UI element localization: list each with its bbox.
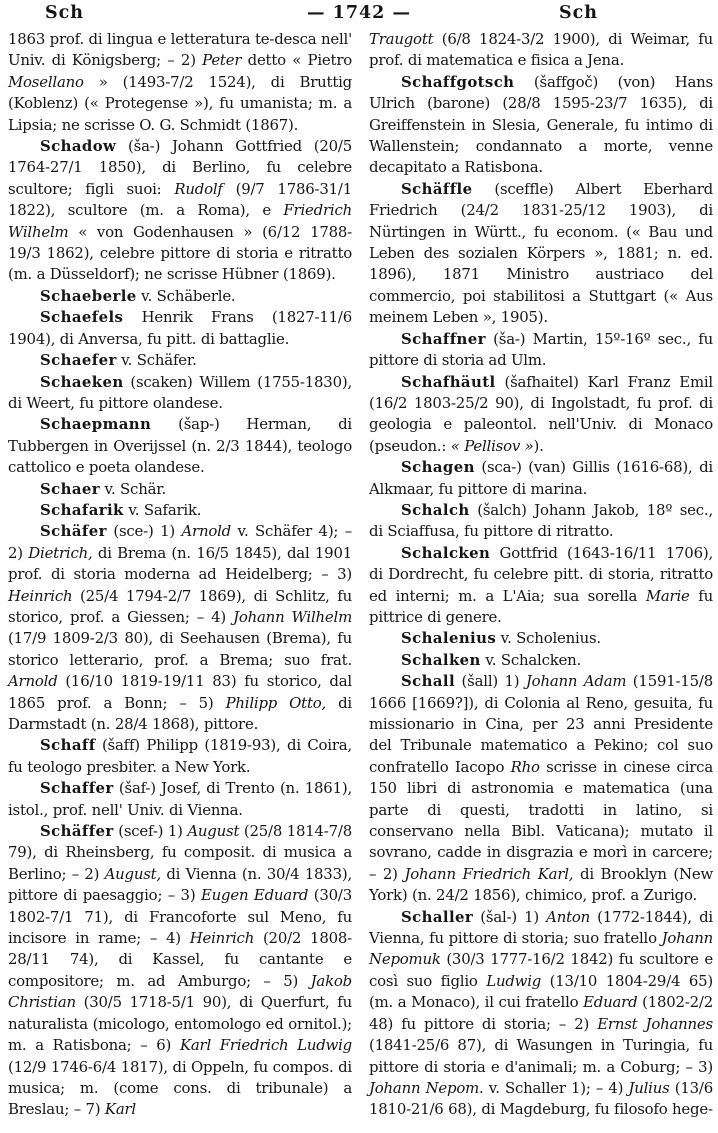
entry-text: (16/10 1819-19/11 83) fu storico, dal 1865 prof. a Bonn; – 5) [8,672,352,712]
entry-text: (30/5 1718-5/1 90), di Querfurt, fu naturalista (micologo, entomologo ed ornitol.); m. a Ratisbona; – 6) [8,993,352,1055]
dictionary-entry [8,350,352,371]
entry-headword: Schäfer [40,522,107,541]
entry-headword: Schaepmann [40,415,152,434]
dictionary-entry [369,907,713,1121]
entry-text: di Darmstadt (n. 28/4 1868), pittore. [8,693,352,733]
entry-text: « von Godenhausen » (6/12 1788-19/3 1862), celebre pittore di storia e ritratto (m. a Düsseldorf); ne scrisse Hübner (1869). [8,222,352,284]
entry-headword: Schaeberle [40,286,137,305]
entry-text: (1802-2/2 48) fu pittore di storia; – 2) [369,993,714,1033]
entry-text: (šal-) 1) [473,907,547,926]
entry-italic-name: August [187,822,240,841]
entry-text: (ša-) Martin, 15º-16º sec., fu pittore di storia ad Ulm. [369,329,713,370]
entry-headword: Schadow [40,137,117,156]
entry-italic-name: Karl [104,1100,136,1119]
dictionary-entry [369,329,713,372]
dictionary-entry [8,372,352,415]
entry-italic-name: Peter [202,51,242,70]
entry-continuation [8,29,352,136]
entry-text: v. Scholenius. [496,629,601,648]
entry-text: (šaf-) Josef, di Trento (n. 1861), istol., prof. nell' Univ. di Vienna. [8,779,352,819]
entry-italic-name: Eduard [583,993,638,1012]
dictionary-entry [369,650,713,671]
entry-italic-name: Arnold [181,522,231,541]
entry-text: (20/2 1808-28/11 74), di Kassel, fu cantante e compositore; m. ad Amburgo; – 5) [8,929,352,990]
entry-italic-name: Julius [628,1078,670,1097]
entry-italic-name: Anton [546,907,591,926]
entry-headword: Schaff [40,736,96,755]
entry-text: (1591-15/8 1666 [1669?]), di Colonia al Reno, gesuita, fu missionario in Cina, per 23 anni Presidente del Tribunale matematico a Pekino; col suo confratello Iacopo [369,672,713,776]
entry-text: di Brema (n. 16/5 1845), dal 1901 prof. di storia moderna ad Heidelberg; – 3) [8,543,352,584]
entry-text: v. Schäberle. [136,286,236,305]
entry-text: (6/8 1824-3/2 1900), di Weimar, fu prof. di matematica e fisica a Jena. [369,30,713,70]
entry-headword: Schalenius [401,629,497,648]
entry-text: detto « Pietro [241,51,352,70]
dictionary-entry [8,500,352,521]
dictionary-entry [8,286,352,307]
entry-headword: Schall [401,672,456,691]
entry-text: (1772-1844), di Vienna, fu pittore di storia; suo fratello [369,907,713,948]
entry-text: Gottfrid (1643-16/11 1706), di Dordrecht, fu celebre pitt. di storia, ritratto ed interni; m. a L'Aia; sua sorella [369,543,713,605]
entry-text: 1863 prof. di lingua e letteratura te-desca nell' Univ. di Königsberg; – 2) [8,30,352,70]
entry-text: v. Safarik. [123,500,202,519]
entry-headword: Schafarik [40,500,124,519]
page-number: — 1742 — [307,3,411,23]
entry-headword: Schaffgotsch [401,72,515,91]
entry-text: (25/4 1794-2/7 1869), di Schlitz, fu storico, prof. a Giessen; – 4) [8,586,352,626]
dictionary-entry [369,372,713,458]
dictionary-entry [8,479,352,500]
entry-italic-name: Dietrich, [28,543,93,562]
entry-italic-name: August, [104,864,161,883]
dictionary-entry [8,821,352,1121]
entry-text: di Vienna (n. 30/4 1833), pittore di paesaggio; – 3) [8,864,352,905]
dictionary-entry [369,628,713,649]
entry-headword: Schaller [401,907,474,926]
entry-headword: Schaefels [40,308,124,327]
entry-text: (30/3 1802-7/1 71), di Francoforte sul Meno, fu incisore in rame; – 4) [8,886,353,948]
entry-text: (13/6 1810-21/6 68), di Magdeburg, fu filosofo hege- [369,1078,713,1119]
entry-text: v. Schär. [100,479,167,498]
entry-headword: Schaefer [40,351,117,370]
entry-italic-name: Johann Nepomuk [369,929,713,969]
entry-continuation [369,29,713,72]
entry-text: (13/10 1804-29/4 65) (m. a Monaco), il cui fratello [369,971,713,1012]
entry-text: (9/7 1786-31/1 1822), scultore (m. a Roma), e [8,179,352,220]
entry-italic-name: Johann Friedrich Karl, [404,864,574,883]
entry-italic-name: Johann Wilhelm [233,607,352,626]
running-header [0,3,718,27]
entry-headword: Schäffer [40,822,114,841]
entry-text: (šafhaitel) Karl Franz Emil (16/2 1803-25/2 90), di Ingolstadt, fu prof. di geologia e paleontol. nell'Univ. di Monaco (pseudon.: [369,372,713,455]
dictionary-entry [8,414,352,478]
entry-text: ). [533,436,544,455]
entry-headword: Schalcken [401,543,491,562]
entry-text: di Brooklyn (New York) (n. 24/2 1856), chimico, prof. a Zurigo. [369,864,713,905]
entry-headword: Schaffer [40,779,114,798]
entry-italic-name: Heinrich [8,586,73,605]
left-column [8,29,352,1121]
entry-italic-name: Marie [645,586,690,605]
entry-headword: Schagen [401,458,475,477]
entry-text: (scaken) Willem (1755-1830), di Weert, fu pittore olandese. [8,372,352,412]
entry-text: (šalch) Johann Jakob, 18º sec., di Sciaffusa, fu pittore di ritratto. [369,500,713,541]
dictionary-entry [369,671,713,906]
entry-text: fu pittrice di genere. [369,586,713,626]
entry-text: (ša-) Johann Gottfried (20/5 1764-27/1 1850), di Berlino, fu celebre scultore; figli suoi: [8,137,352,198]
dictionary-entry [369,543,713,629]
entry-text: (12/9 1746-6/4 1817), di Oppeln, fu compos. di musica; m. (come cons. di tribunale) a Breslau; – 7) [8,1057,352,1119]
entry-italic-name: Johann Adam [525,672,627,691]
entry-text: (šaff) Philipp (1819-93), di Coira, fu teologo presbiter. a New York. [8,736,352,776]
entry-text: v. Schäfer 4); – 2) [8,522,352,562]
entry-text: (1841-25/6 87), di Wasungen in Turingia, fu pittore di storia e d'animali; m. a Coburg; – 3) [369,1036,713,1076]
dictionary-entry [8,735,352,778]
right-column [369,29,713,1121]
entry-italic-name: Johann Nepom. [369,1078,484,1097]
entry-text: (šall) 1) [455,672,526,691]
entry-italic-name: Ludwig [486,971,542,990]
entry-text: » (1493-7/2 1524), di Bruttig (Koblenz) (« Protegense »), fu umanista; m. a Lipsia; ne scrisse O. G. Schmidt (1867). [8,72,352,134]
entry-italic-name: Karl Friedrich Ludwig [179,1036,352,1055]
entry-text: (šaffgoč) (von) Hans Ulrich (barone) (28/8 1595-23/7 1635), di Greiffenstein in Slesia, Generale, fu intimo di Wallenstein; condannato a morte, venne decapitato a Ratisbona. [369,72,713,177]
entry-text: Henrik Frans (1827-11/6 1904), di Anversa, fu pitt. di battaglie. [8,308,352,348]
entry-text: scrisse in cinese circa 150 libri di astronomia e matematica (una parte di questi, tradotti in latino, si conservano nella Bibl. Vaticana); mutato il sovrano, cadde in disgrazia e morì in carcere; – 2) [369,757,713,883]
entry-text: (17/9 1809-2/3 80), di Seehausen (Brema), fu storico letterario, prof. a Brema; suo frat. [8,629,352,669]
entry-italic-name: Heinrich [189,929,255,948]
entry-text: (30/3 1777-16/2 1842) fu scultore e così suo figlio [369,950,713,990]
entry-italic-name: Eugen Eduard [200,886,309,905]
entry-headword: Schalken [401,650,481,669]
entry-text: (25/8 1814-7/8 79), di Rheinsberg, fu composit. di musica a Berlino; – 2) [8,822,353,883]
entry-italic-name: Arnold [8,672,58,691]
entry-text: (sce-) 1) [106,522,182,541]
header-right-guide-word: Sch [558,3,598,23]
entry-headword: Schalch [401,500,470,519]
dictionary-entry [369,457,713,500]
entry-italic-name: Mosellano [8,72,84,91]
dictionary-entry [8,136,352,286]
entry-text: (scef-) 1) [113,822,188,841]
entry-headword: Schäffle [401,179,473,198]
entry-italic-name: « Pellisov » [450,436,534,455]
entry-italic-name: Ernst Johannes [597,1014,713,1033]
entry-headword: Schafhäutl [401,372,496,391]
entry-italic-name: Jakob Christian [8,971,352,1012]
entry-text: v. Schäfer. [116,351,197,370]
entry-text: (sca-) (van) Gillis (1616-68), di Alkmaar, fu pittore di marina. [369,458,713,498]
entry-italic-name: Friedrich Wilhelm [8,201,352,241]
entry-italic-name: Rudolf [174,179,223,198]
dictionary-entry [8,778,352,821]
entry-headword: Schaffner [401,329,486,348]
entry-text: v. Schalcken. [480,650,582,669]
entry-headword: Schaeken [40,372,124,391]
entry-text: v. Schaller 1); – 4) [483,1078,629,1097]
entry-headword: Schaer [40,479,101,498]
entry-italic-name: Traugott [369,30,434,48]
dictionary-entry [369,179,713,329]
dictionary-entry [369,500,713,543]
dictionary-entry [8,307,352,350]
dictionary-entry [369,72,713,179]
entry-text: (šap-) Herman, di Tubbergen in Overijssel (n. 2/3 1844), teologo cattolico e poeta olandese. [8,415,352,477]
entry-italic-name: Rho [510,757,540,776]
dictionary-entry [8,521,352,735]
header-left-guide-word: Sch [45,3,85,23]
entry-italic-name: Philipp Otto, [225,693,327,712]
entry-text: (sceffle) Albert Eberhard Friedrich (24/2 1831-25/12 1903), di Nürtingen in Württ., fu econom. (« Bau und Leben des sozialen Körpers », 1881; n. ed. 1896), 1871 Ministro austriaco del commercio, poi stabilitosi a Stuttgart (« Aus meinem Leben », 1905). [369,179,713,327]
